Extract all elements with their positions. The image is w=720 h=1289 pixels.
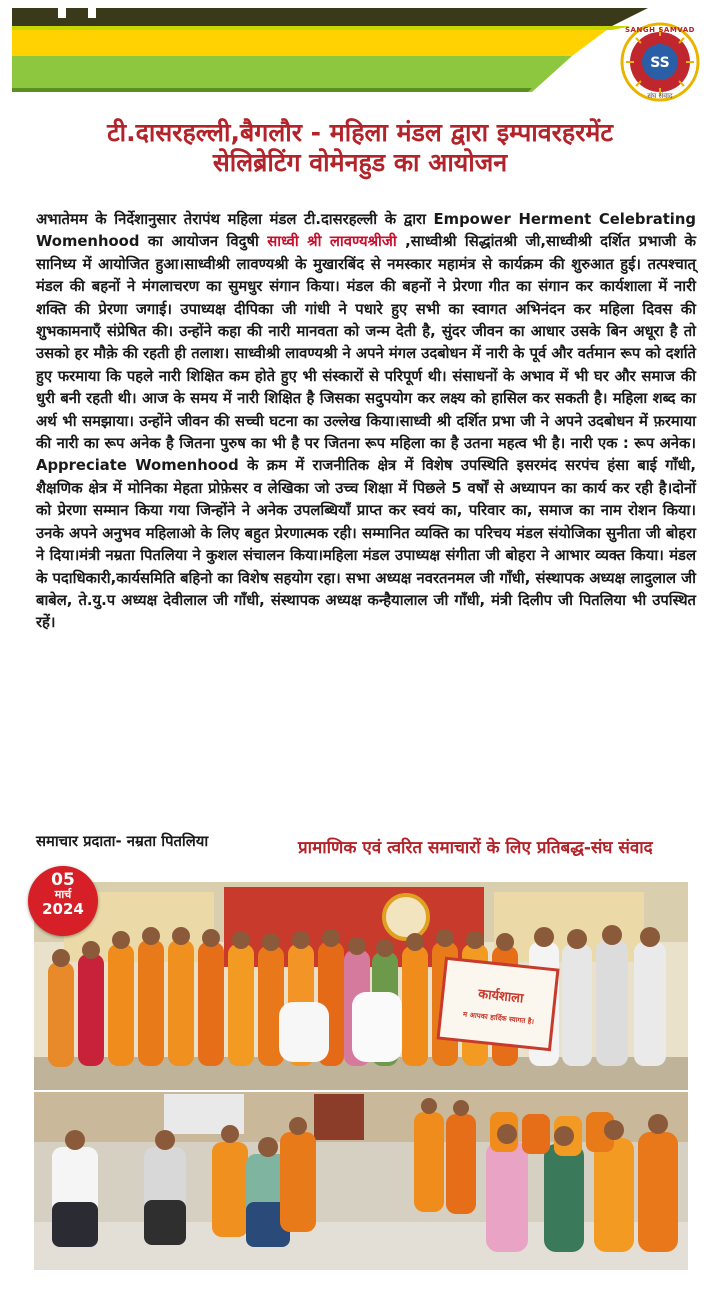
title-line-1: टी.दासरहल्ली,बैगलौर - महिला मंडल द्वारा इम्पावरहरमेंट <box>107 118 613 147</box>
news-credit: समाचार प्रदाता- नम्रता पितलिया <box>36 833 209 850</box>
sangh-samvad-logo <box>620 22 700 102</box>
date-year: 2024 <box>42 900 84 918</box>
article-text-1: अभातेमम के निर्देशानुसार तेरापंथ महिला मंडल टी.दासरहल्ली के द्वारा Empower Herment Celebrating Womenhood का आयोजन विदुषी <box>36 211 696 251</box>
date-day: 05 <box>51 870 75 890</box>
title-line-2: सेलिब्रेटिंग वोमेनहुड का आयोजन <box>212 148 508 177</box>
logo-initials: SS <box>650 55 670 71</box>
workshop-banner-title: कार्यशाला <box>477 986 525 1007</box>
date-month: मार्च <box>54 888 72 901</box>
article-body <box>36 209 696 635</box>
event-photo-audience <box>34 1092 688 1270</box>
tagline: प्रामाणिक एवं त्वरित समाचारों के लिए प्रतिबद्ध-संघ संवाद <box>298 838 653 858</box>
banner-stripes <box>12 8 648 92</box>
date-badge <box>28 866 98 936</box>
logo-subtitle: संघ संवाद <box>647 92 673 100</box>
header-banner <box>12 8 648 92</box>
event-photo-group <box>34 882 688 1090</box>
article-text-2: ,साध्वीश्री सिद्धांतश्री जी,साध्वीश्री दर्शित प्रभाजी के सानिध्य में आयोजित हुआ।साध्वीश्री लावण्यश्री के मुखारबिंद से नमस्कार महामंत्र से कार्यक्रम की शुरुआत हुई। तत्पश्चात् मंडल की बहनों ने मंगलाचरण का सुमधुर संगान किया। मंडल की बहनों ने प्रेरणा गीत का संगान कर कार्यशाला में नारी शक्ति की प्रेरणा जगाई। उपाध्यक्ष दीपिका जी गांधी ने पधारे हुए सभी का स्वागत अभिनंदन कर महिला दिवस की शुभकामनाएँ संप्रेषित की। उन्होंने कहा की नारी मानवता को जन्म देती है, सुंदर जीवन का आधार उसके बिन अधूरा है तो उसको हर मौक़े की रहती ही तलाश। साध्वीश्री लावण्यश्री ने अपने मंगल उदबोधन में नारी के पूर्व और वर्तमान रूप को दर्शाते हुए फरमाया कि पहले नारी शिक्षित कम होते हुए भी संस्कारों से परिपूर्ण थी। संसाधनों के अभाव में भी घर और समाज की धुरी बनी रहती थी। आज के समय में नारी शिक्षित है जिसका सदुपयोग कर लक्ष्य को हासिल कर सकती है। महिला शब्द का अर्थ भी समझाया। उन्होंने जीवन की सच्ची घटना का उल्लेख किया।साध्वी श्री दर्शित प्रभा जी ने अपने उदबोधन में फ़रमाया की नारी का रूप अनेक है जितना पुरुष का भी है पर जितना रूप महिला का है उतना महत्व भी है। नारी एक : रूप अनेक।Appreciate Womenhood के क्रम में राजनीतिक क्षेत्र में विशेष उपस्थिति इसरमंद सरपंच हंसा बाई गाँधी, शैक्षणिक क्षेत्र में मोनिका मेहता प्रोफ़ेसर व लेखिका जो उच्च शिक्षा में पिछले 5 वर्षों से अध्यापन का कार्य कर रही है।दोनों को प्रेरणा सम्मान किया गया जिन्होंने ने अनेक उपलब्धियाँ प्राप्त कर स्वयं का, परिवार का, समाज का नाम रोशन किया। उनके अपने अनुभव महिलाओ के लिए बहुत प्रेरणात्मक रही। सम्मानित व्यक्ति का परिचय मंडल संयोजिका सुनीता जी बोहरा ने दिया।मंत्री नम्रता पितलिया ने कुशल संचालन किया।महिला मंडल उपाध्यक्ष संगीता जी बोहरा ने आभार व्यक्त किया। मंडल के पदाधिकारी,कार्यसमिति बहिनो का विशेष सहयोग रहा। सभा अध्यक्ष नवरतनमल जी गाँधी, संस्थापक अध्यक्ष लादुलाल जी बाबेल, ते.यु.प अध्यक्ष देवीलाल जी गाँधी, संस्थापक अध्यक्ष कन्हैयालाल जी गाँधी, मंत्री दिलीप जी पितलिया भी उपस्थित रहें। <box>36 233 696 632</box>
workshop-banner-welcome: म आपका हार्दिक स्वागत है। <box>462 1010 535 1026</box>
logo-name: SANGH SAMVAD <box>625 26 695 34</box>
article-highlight: साध्वी श्री लावण्यश्रीजी <box>267 233 397 251</box>
page-title <box>20 118 700 178</box>
